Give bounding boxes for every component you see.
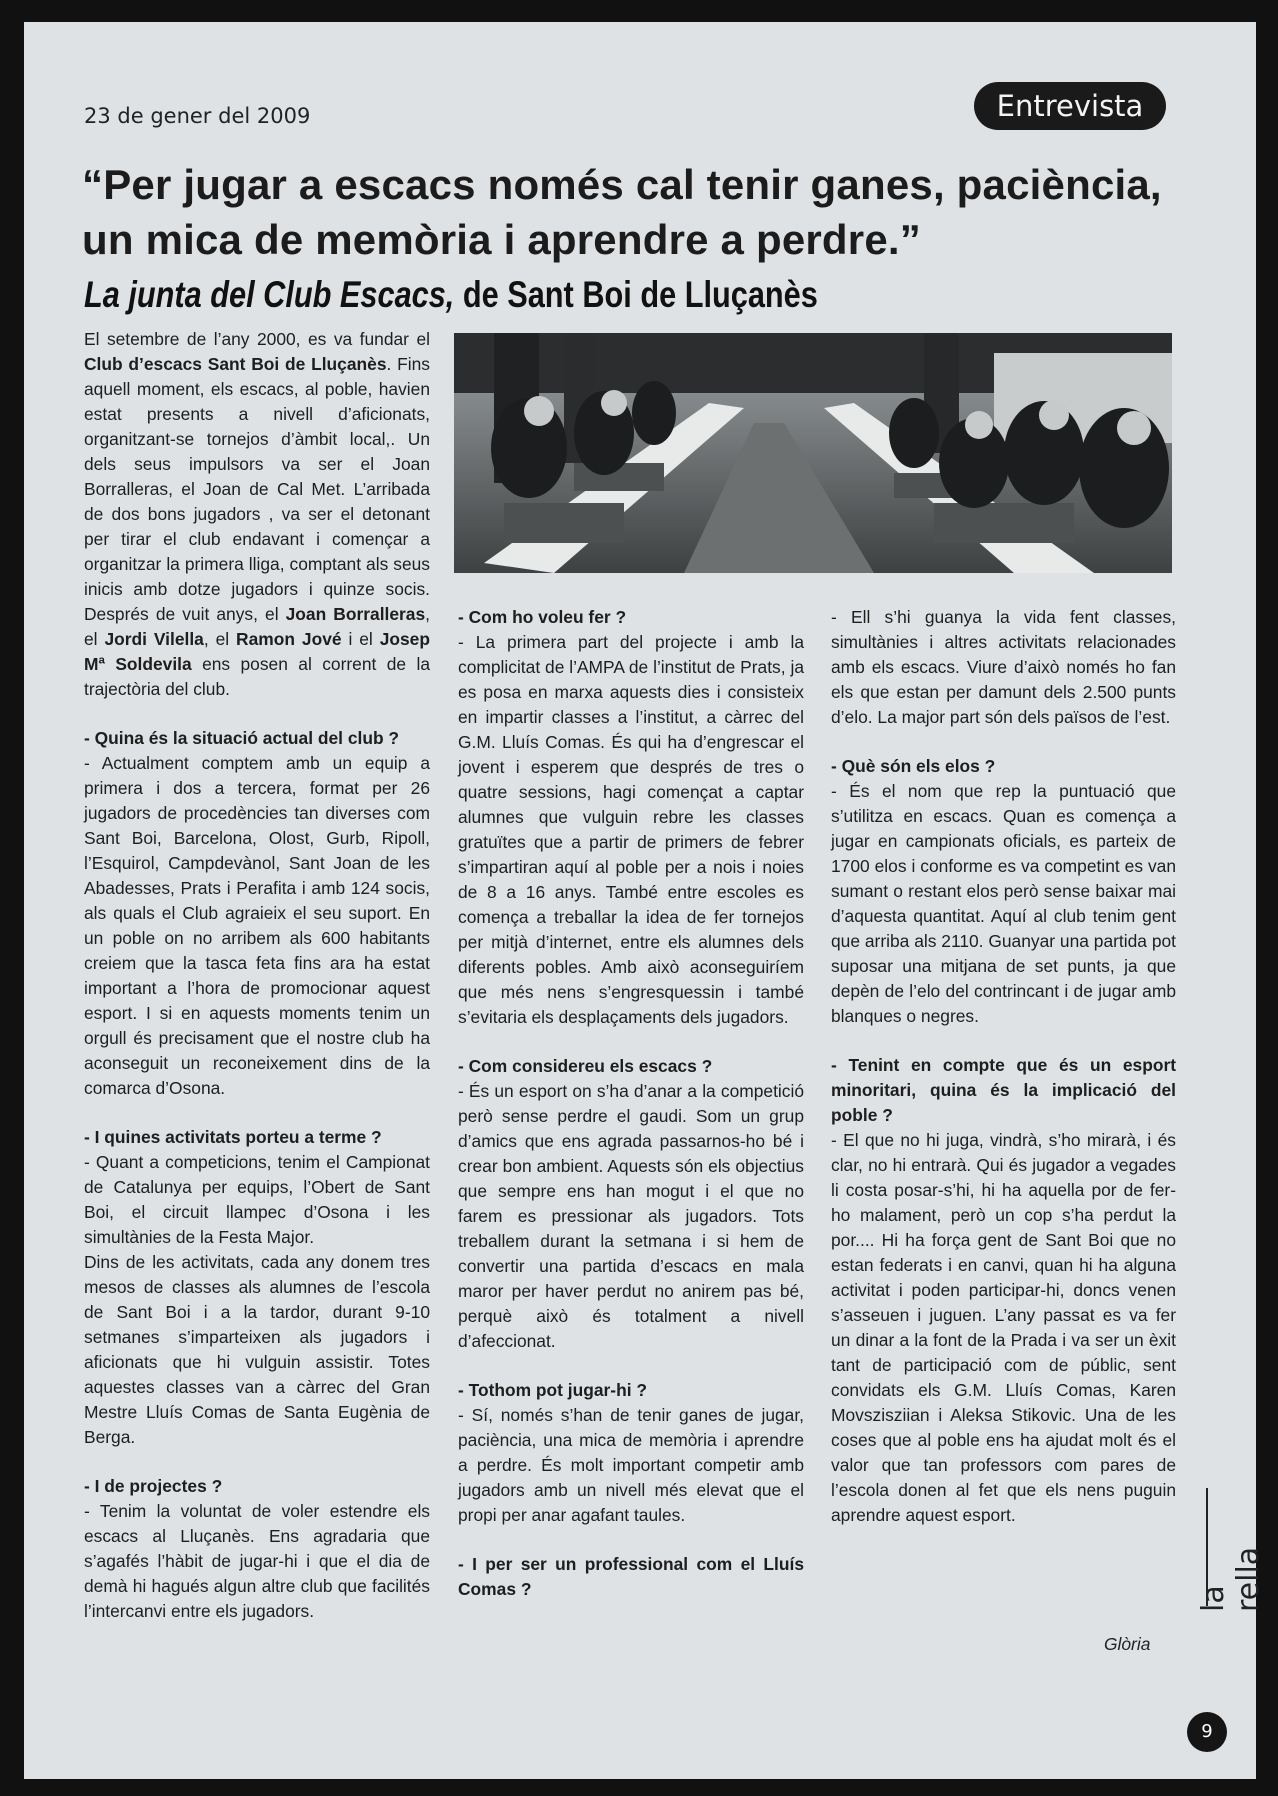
article-title: “Per jugar a escacs només cal tenir ganes, paciència, un mica de memòria i aprendre a perdre.”: [82, 161, 1162, 263]
section-badge: Entrevista: [974, 82, 1166, 130]
answer-5: - És un esport on s’ha d’anar a la competició però sense perdre el gaudi. Som un grup d’amics que ens agrada passarnos-ho bé i crear bon ambient. Aquests són els objectius que sempre ens han mogut i el que no farem es pressionar als jugadors. Tots treballem durant la setmana i si hem de convertir una partida d’escacs en mala maror per haver perdut no anirem pas bé, perquè això és totalment a nivell d’afeccionat.: [458, 1081, 804, 1351]
intro-name-4: Josep Mª Soldevila: [84, 629, 430, 674]
question-3: - I de projectes ?: [84, 1476, 223, 1496]
answer-2a: - Quant a competicions, tenim el Campionat de Catalunya per equips, l’Obert de Sant Boi, el circuit llampec d’Osona i les simultànies de la Festa Major.: [84, 1152, 430, 1247]
answer-2b: Dins de les activitats, cada any donem tres mesos de classes als alumnes de l’escola de Sant Boi i a la tardor, durant 9-10 setmanes s’imparteixen als jugadors i aficionats que hi vulguin assistir. Totes aquestes classes van a càrrec del Gran Mestre Lluís Comas de Santa Eugènia de Berga.: [84, 1252, 430, 1447]
intro-text-3: , el: [84, 604, 430, 649]
question-5: - Com considereu els escacs ?: [458, 1056, 713, 1076]
intro-name-1: Joan Borralleras: [285, 604, 426, 624]
article-subtitle: [84, 274, 997, 316]
intro-text-6: ens posen al corrent de la trajectòria del club.: [84, 654, 430, 699]
answer-3: - Tenim la voluntat de voler estendre els escacs al Lluçanès. Ens agradaria que s’agafés l’hàbit de jugar-hi i que el dia de demà hi hagués algun altre club que facilités l’intercanvi entre els jugadors.: [84, 1501, 430, 1621]
question-9: - Tenint en compte que és un esport minoritari, quina és la implicació del poble ?: [831, 1055, 1176, 1125]
subtitle-club: La junta del Club Escacs,: [84, 274, 455, 315]
answer-4: - La primera part del projecte i amb la complicitat de l’AMPA de l’institut de Prats, ja es posa en marxa aquests dies i consisteix en impartir classes a l’institut, a càrrec del G.M. Lluís Comas. És qui ha d’engrescar el jovent i esperem que després de tres o quatre sessions, hagi començat a captar alumnes que vulguin rebre les classes gratuïtes que a partir de primers de febrer s’impartiran aquí al poble per a nois i noies de 8 a 16 anys. També entre escoles es comença a treballar la idea de fer tornejos per mitjà d’internet, entre els alumnes dels diferents pobles. Amb això aconseguiríem que més nens s’engresquessin i també s’evitaria els desplaçaments dels jugadors.: [458, 632, 804, 1027]
answer-1: - Actualment comptem amb un equip a primera i dos a tercera, format per 26 jugadors de procedències tan diverses com Sant Boi, Barcelona, Olost, Gurb, Ripoll, l’Esquirol, Campdevànol, Sant Joan de les Abadesses, Prats i Perafita i amb 124 socis, als quals el Club agraieix el seu suport. En un poble on no arribem als 600 habitants creiem que la tasca feta fins ara ha estat important a l’hora de promocionar aquest esport. I si en aquests moments tenim un orgull és precisament que el nostre club ha aconseguit un reconeixement dins de la comarca d’Osona.: [84, 753, 430, 1098]
question-8: - Què són els elos ?: [831, 756, 996, 776]
issue-date: 23 de gener del 2009: [84, 104, 311, 128]
answer-7: - Ell s’hi guanya la vida fent classes, simultànies i altres activitats relacionades amb els escacs. Viure d’això només ho fan els que estan per damunt dels 2.500 punts d’elo. La major part són dels països de l’est.: [831, 607, 1176, 727]
intro-text-4: , el: [203, 629, 237, 649]
answer-9: - El que no hi juga, vindrà, s’ho mirarà, i és clar, no hi entrarà. Qui és jugador a vegades li costa posar-s’hi, hi ha aquella por de fer-ho malament, però un cop s’ha perdut la por.... Hi ha força gent de Sant Boi que no estan federats i en canvi, quan hi ha alguna activitat i poden participar-hi, doncs venen s’asseuen i juguen. L’any passat es va fer un dinar a la font de la Prada i va ser un èxit tant de participació com de públic, sent convidats els G.M. Lluís Comas, Karen Movszisziian i Aleksa Stikovic. Una de les coses que al poble ens ha ajudat molt és el valor que tan professors com pares de l’escola donen al fet que els nens puguin aprendre aquest esport.: [831, 1130, 1176, 1525]
magazine-page: [24, 22, 1266, 1779]
column-1: [84, 327, 430, 1624]
column-2: [458, 605, 804, 1602]
page-number: 9: [1187, 1712, 1227, 1752]
publication-name: la rella: [1196, 1546, 1266, 1612]
column-3: [831, 605, 1176, 1528]
question-6: - Tothom pot jugar-hi ?: [458, 1380, 647, 1400]
question-7: - I per ser un professional com el Lluís Comas ?: [458, 1554, 804, 1599]
answer-8: - És el nom que rep la puntuació que s’utilitza en escacs. Quan es comença a jugar en campionats oficials, es parteix de 1700 elos i conforme es va competint es van sumant o restant elos però sense baixar mai d’aquesta quantitat. Aquí al club tenim gent que arriba als 2110. Guanyar una partida pot suposar una mitjana de set punts, ja que depèn de l’elo del contrincant i de jugar amb blanques o negres.: [831, 781, 1176, 1026]
intro-text-1: El setembre de l’any 2000, es va fundar el: [84, 329, 430, 349]
subtitle-place: de Sant Boi de Lluçanès: [454, 274, 818, 315]
intro-paragraph: [84, 327, 430, 702]
question-2: - I quines activitats porteu a terme ?: [84, 1127, 382, 1147]
question-1: - Quina és la situació actual del club ?: [84, 728, 400, 748]
chess-simultaneous-photo-icon: [454, 333, 1172, 573]
chess-photo: [454, 333, 1172, 573]
intro-text-2: . Fins aquell moment, els escacs, al poble, havien estat presents a nivell d’aficionats, organitzant-se tornejos d’àmbit local,. Un dels seus impulsors va ser el Joan Borralleras, el Joan de Cal Met. L’arribada de dos bons jugadors , va ser el detonant per tirar el club endavant i començar a organitzar la primera lliga, comptant als seus inicis amb dotze jugadors i quinze socis. Després de vuit anys, el: [84, 354, 430, 624]
intro-club-name: Club d’escacs Sant Boi de Lluçanès: [84, 354, 387, 374]
intro-name-3: Ramon Jové: [236, 629, 342, 649]
author-signature: Glòria: [1104, 1634, 1151, 1654]
question-4: - Com ho voleu fer ?: [458, 607, 627, 627]
intro-name-2: Jordi Vilella: [104, 629, 204, 649]
answer-6: - Sí, només s’han de tenir ganes de jugar, paciència, una mica de memòria i aprendre a perdre. És molt important competir amb jugadors amb un nivell més elevat que el propi per anar agafant taules.: [458, 1405, 804, 1525]
intro-text-5: i el: [341, 629, 380, 649]
